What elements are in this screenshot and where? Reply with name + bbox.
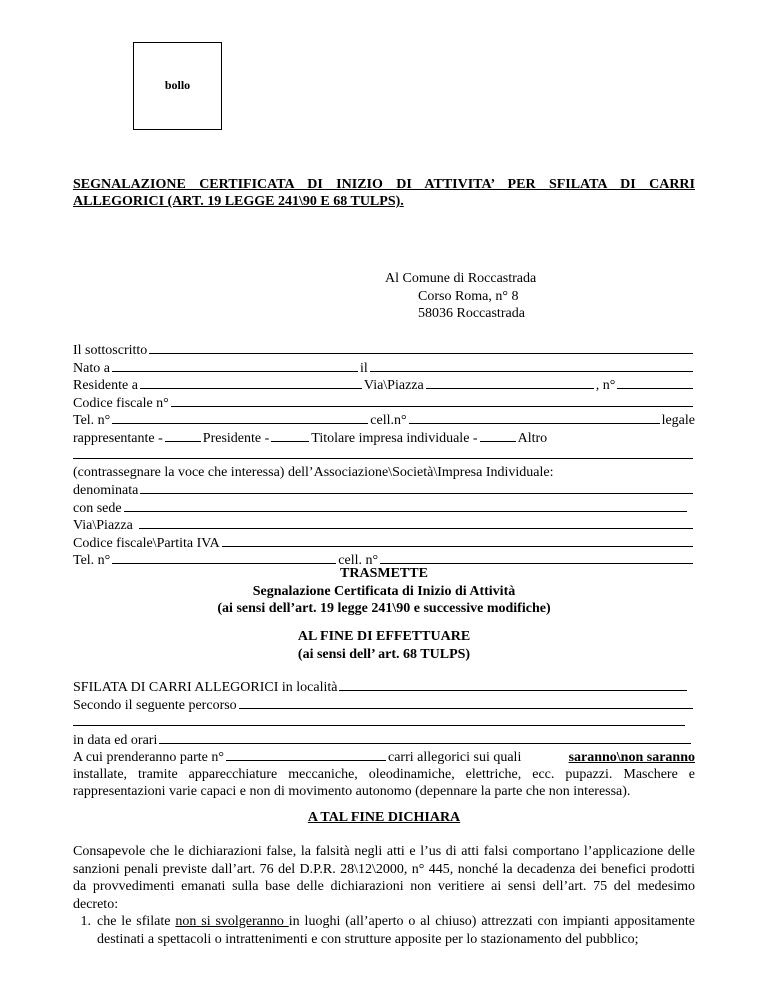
cell-field[interactable] — [409, 411, 660, 424]
label-con-sede: con sede — [73, 500, 122, 516]
parte-n-field[interactable] — [226, 748, 386, 761]
sfilata-rest: installate, tramite apparecchiature meccaniche, oleodinamiche, elettriche, ecc. pupazzi. Maschere e rappresentazioni varie capaci e non di movimento autonomo (depennare la parte che non interessa). — [73, 766, 695, 799]
row-codice-fiscale — [73, 394, 695, 412]
row-denominata — [73, 481, 695, 499]
label-legale: legale — [661, 413, 695, 428]
label-altro: Altro — [517, 430, 548, 446]
item-text-underlined: non si svolgeranno — [175, 914, 289, 929]
altro-checkbox-line[interactable] — [480, 429, 516, 442]
trasmette-line-2: (ai sensi dell’art. 19 legge 241\90 e successive modifiche) — [217, 601, 551, 616]
altro-field[interactable] — [73, 446, 693, 459]
row-cf-piva — [73, 534, 695, 552]
row-contrassegnare — [73, 464, 695, 482]
data-orari-field[interactable] — [159, 731, 691, 744]
label-codice-fiscale: Codice fiscale n° — [73, 395, 169, 411]
label-tel: Tel. n° — [73, 413, 111, 428]
label-tel-2: Tel. n° — [73, 553, 111, 568]
via-piazza-2-field[interactable] — [139, 516, 693, 529]
cell-2-field[interactable] — [380, 551, 693, 564]
row-con-sede — [73, 499, 695, 517]
titolare-checkbox-line[interactable] — [271, 429, 309, 442]
label-presidente: Presidente - — [202, 430, 270, 446]
label-localita: SFILATA DI CARRI ALLEGORICI in località — [73, 680, 338, 695]
label-percorso: Secondo il seguente percorso — [73, 697, 237, 713]
label-data-orari: in data ed orari — [73, 732, 158, 748]
row-sottoscritto — [73, 341, 695, 359]
nato-a-field[interactable] — [112, 359, 358, 372]
stamp-box — [133, 42, 222, 130]
row-blank — [73, 446, 695, 464]
codice-fiscale-field[interactable] — [171, 394, 693, 407]
item-text — [97, 913, 695, 948]
row-percorso-cont — [73, 713, 695, 731]
row-via-piazza-2 — [73, 516, 695, 534]
recipient-line: Al Comune di Roccastrada — [385, 271, 537, 286]
cf-piva-field[interactable] — [222, 534, 693, 547]
row-parte — [73, 748, 695, 766]
tel-2-field[interactable] — [112, 551, 336, 564]
trasmette-line-1: Segnalazione Certificata di Inizio di Attività — [252, 583, 516, 599]
label-parte-n: A cui prenderanno parte n° — [73, 750, 224, 765]
label-il: il — [359, 360, 368, 376]
row-localita — [73, 678, 695, 696]
row-residente — [73, 376, 695, 394]
recipient-address — [385, 270, 536, 323]
row-tel — [73, 411, 695, 429]
al-fine-line-1: (ai sensi dell’ art. 68 TULPS) — [297, 646, 471, 662]
recipient-line: Corso Roma, n° 8 — [418, 288, 519, 304]
document-title: SEGNALAZIONE CERTIFICATA DI INIZIO DI ATTIVITA’ PER SFILATA DI CARRI ALLEGORICI (ART. 19 LEGGE 241\90 E 68 TULPS). — [73, 177, 695, 209]
item-text-post: in luoghi (all’aperto o al chiuso) attrezzati con impianti appositamente destinati a spettacoli o intrattenimenti e con strutture apposite per lo stazionamento del pubblico; — [97, 914, 695, 947]
carri-text — [388, 749, 695, 767]
list-item — [73, 913, 695, 948]
label-cf-piva: Codice fiscale\Partita IVA — [73, 535, 220, 551]
label-cell: cell.n° — [370, 413, 407, 428]
via-piazza-field[interactable] — [426, 376, 594, 389]
label-residente-a: Residente a — [73, 378, 138, 393]
presidente-checkbox-line[interactable] — [165, 429, 201, 442]
sfilata-section — [73, 678, 695, 801]
trasmette-heading: TRASMETTE — [340, 566, 428, 581]
dichiara-list — [73, 913, 695, 948]
sottoscritto-field[interactable] — [149, 341, 693, 354]
label-via-piazza: Via\Piazza — [363, 378, 424, 393]
label-titolare: Titolare impresa individuale - — [311, 430, 478, 446]
applicant-fields — [73, 341, 695, 569]
residente-a-field[interactable] — [140, 376, 362, 389]
al-fine-section — [73, 628, 695, 663]
al-fine-heading: AL FINE DI EFFETTUARE — [297, 629, 471, 644]
item-text-pre: che le sfilate — [97, 914, 176, 929]
label-contrassegnare: (contrassegnare la voce che interessa) dell’Associazione\Società\Impresa Individuale: — [73, 464, 554, 480]
dichiara-intro: Consapevole che le dichiarazioni false, la falsità negli atti e l’us di atti falsi comportano l’applicazione delle sanzioni penali previste dall’art. 76 del D.P.R. 28\12\2000, n° 445, nonché la decadenza dei benefici prodotti da provvedimenti emanati sulla base delle dichiarazioni non veritiere ai sensi dell’art. 75 del medesimo decreto: — [73, 844, 695, 912]
percorso-field-2[interactable] — [73, 713, 685, 726]
tel-field[interactable] — [112, 411, 368, 424]
label-nato-a: Nato a — [73, 360, 110, 376]
numero-field[interactable] — [617, 376, 693, 389]
dichiara-heading: A TAL FINE DICHIARA — [307, 810, 461, 825]
label-via-piazza-2: Via\Piazza — [73, 518, 133, 533]
recipient-line: 58036 Roccastrada — [418, 306, 525, 321]
label-rappresentante: rappresentante - — [73, 430, 163, 446]
con-sede-field[interactable] — [124, 499, 687, 512]
denominata-field[interactable] — [140, 481, 693, 494]
il-field[interactable] — [370, 359, 693, 372]
row-data-orari — [73, 731, 695, 749]
label-carri: carri allegorici sui quali — [388, 750, 522, 765]
label-numero: , n° — [595, 378, 616, 393]
trasmette-section — [73, 565, 695, 618]
row-percorso — [73, 696, 695, 714]
row-ruolo — [73, 429, 695, 447]
label-cell-2: cell. n° — [338, 553, 379, 568]
label-denominata: denominata — [73, 483, 139, 498]
dichiara-section — [73, 809, 695, 827]
label-saranno: saranno\non saranno — [568, 750, 695, 765]
localita-field[interactable] — [339, 678, 687, 691]
stamp-label: bollo — [164, 78, 191, 93]
percorso-field[interactable] — [239, 696, 693, 709]
item-number: 1. — [80, 914, 91, 929]
row-nato — [73, 359, 695, 377]
label-sottoscritto: Il sottoscritto — [73, 343, 148, 358]
